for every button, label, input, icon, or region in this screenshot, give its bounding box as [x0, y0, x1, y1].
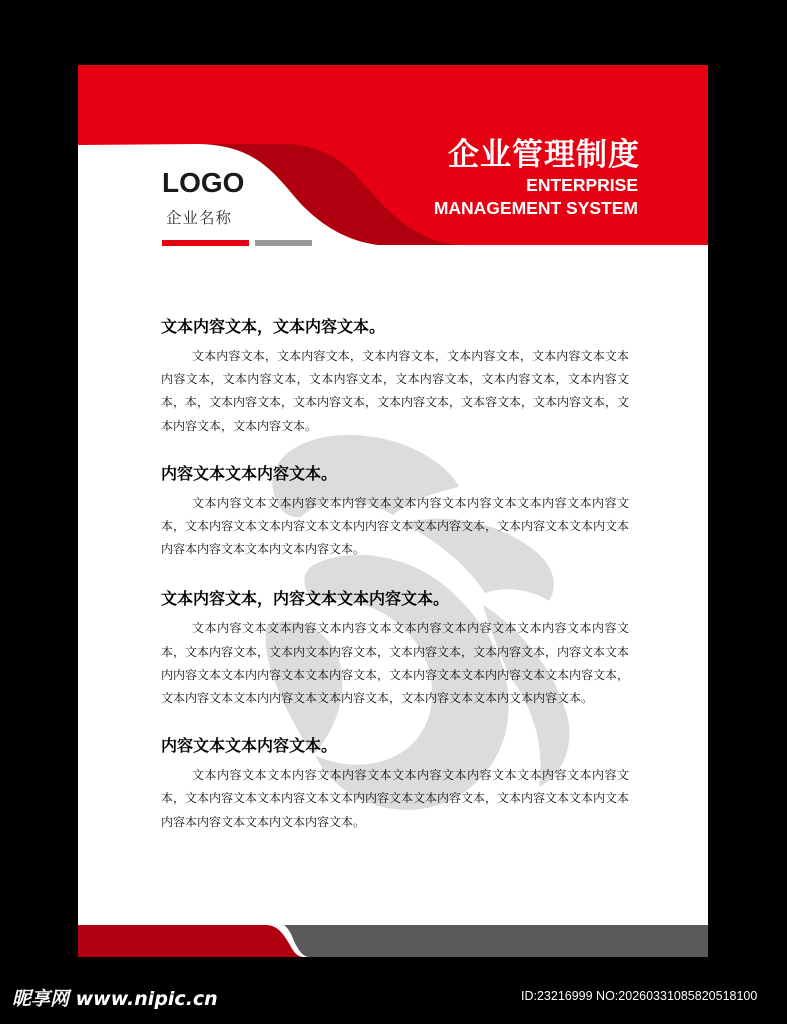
logo-text: LOGO: [162, 167, 245, 198]
content-section: [161, 462, 629, 562]
footer-band: [78, 925, 708, 957]
accent-bar-gray: [255, 240, 312, 246]
footer-red-band: [78, 925, 304, 957]
section-paragraph: 文本内容文本文本内容文本内容文本文本内容文本内容文本文本内容文本内容文本，文本内容文本，文本内文本内容文本，文本内容文本，文本内容文本，内容文本文本内内容文本文本内内容文本文本内容文本，文本内容文本文本内内容文本文本内容文本，文本内容文本文本内内容文本文本内容文本，文本内容文本文本内文本内容文本。: [161, 621, 630, 706]
content-area: [161, 315, 629, 858]
section-heading: 内容文本文本内容文本。: [161, 463, 338, 483]
content-section: [161, 587, 629, 710]
poster-title-en-line1: ENTERPRISE: [526, 175, 638, 195]
company-name: 企业名称: [166, 209, 233, 227]
section-heading: 文本内容文本，内容文本文本内容文本。: [161, 589, 450, 609]
image-id-credit: ID:23216999 NO:20260331085820518100: [521, 989, 758, 1003]
accent-bar-red: [162, 240, 249, 246]
content-section: [161, 734, 629, 834]
poster-title-en-line2: MANAGEMENT SYSTEM: [433, 198, 638, 218]
content-section: [161, 315, 629, 438]
section-paragraph: 文本内容文本文本内容文本内容文本文本内容文本内容文本文本内容文本内容文本，文本内容文本文本内容文本文本内内容文本文本内容文本，文本内容文本文本内文本内容本内容文本文本内文本内容文本。: [161, 495, 630, 557]
section-paragraph: 文本内容文本文本内容文本内容文本文本内容文本内容文本文本内容文本内容文本，文本内容文本文本内容文本文本内内容文本文本内容文本，文本内容文本文本内文本内容本内容文本文本内文本内容文本。: [161, 768, 630, 829]
section-heading: 文本内容文本，文本内容文本。: [161, 317, 386, 336]
poster-sheet: [78, 65, 708, 957]
poster-title-cn: 企业管理制度: [448, 137, 640, 173]
section-heading: 内容文本文本内容文本。: [161, 736, 338, 756]
section-paragraph: 文本内容文本，文本内容文本，文本内容文本，文本内容文本，文本内容文本文本内容文本，文本内容文本，文本内容文本，文本内容文本，文本内容文本，文本内容文本，本，文本内容文本，文本内容文本，文本内容文本，文本容文本，文本内容文本，文本内容文本，文本内容文本。: [161, 349, 630, 433]
site-watermark-credit: 昵享网 www.nipic.cn: [12, 988, 218, 1010]
footer-gray-band: [284, 925, 708, 957]
